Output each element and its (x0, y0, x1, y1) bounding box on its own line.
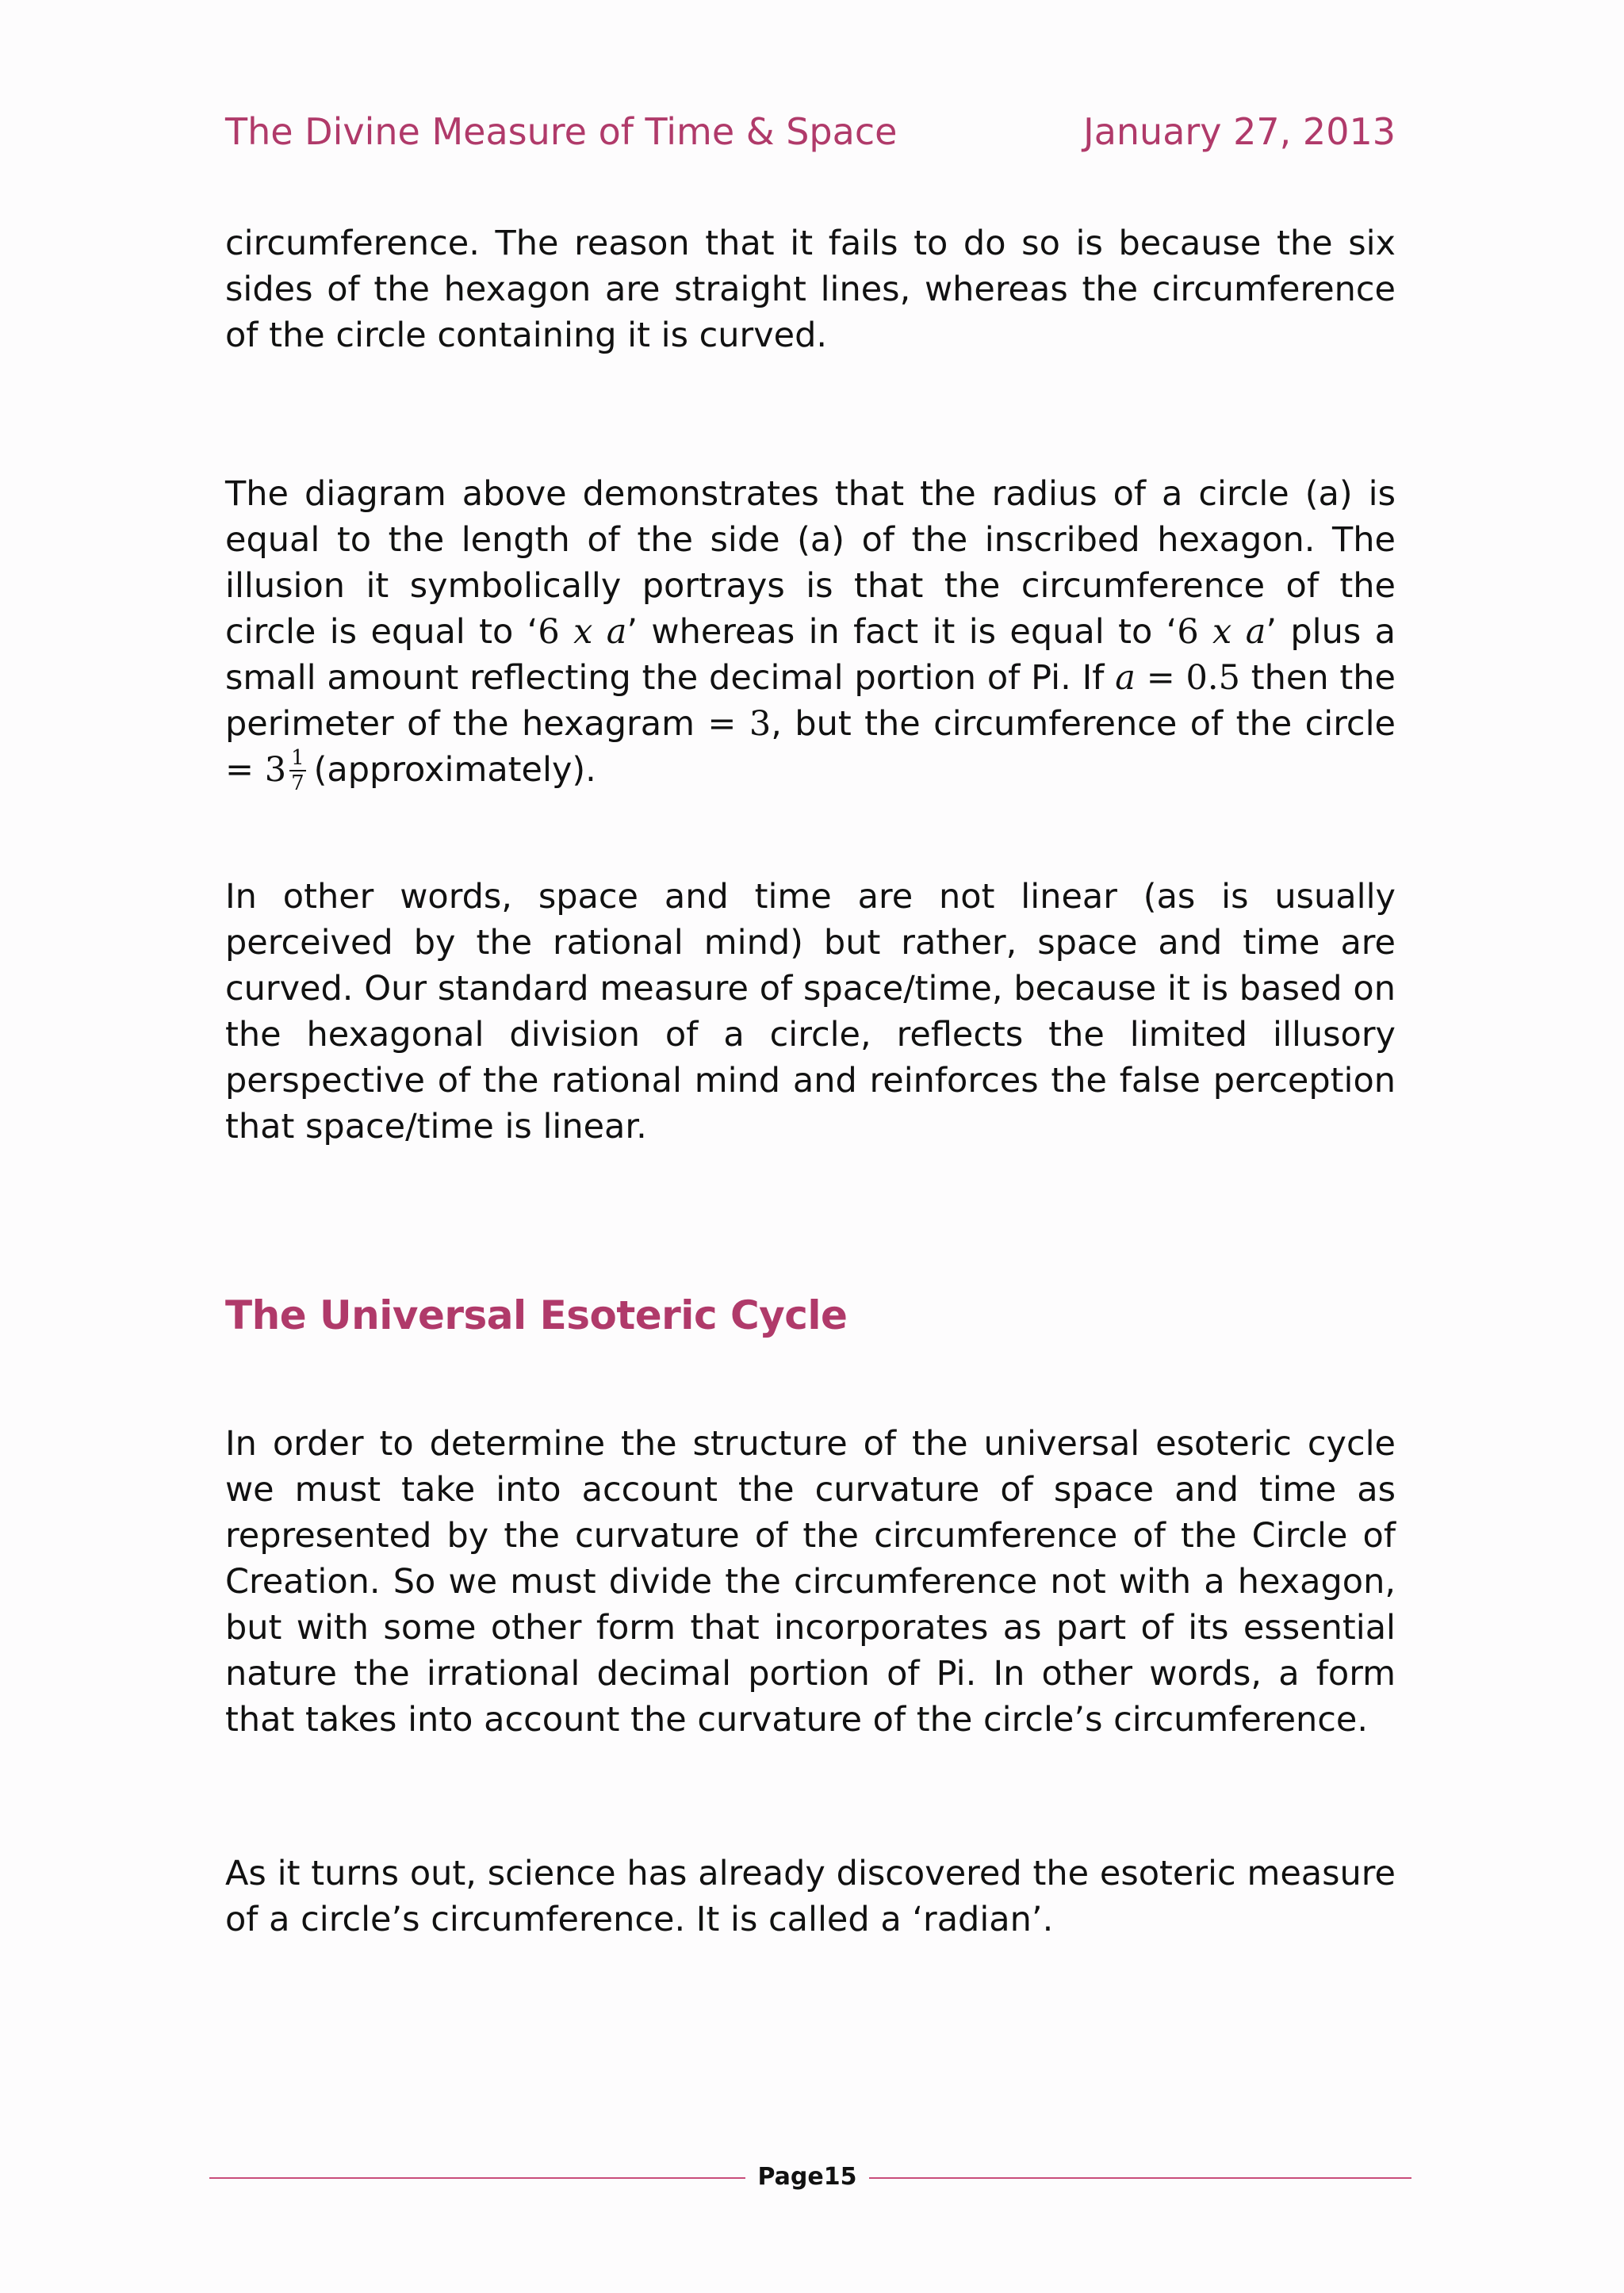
paragraph-hexagon-diagram (225, 471, 1396, 795)
footer-rule-right (869, 2177, 1411, 2179)
text-run: then the perimeter of the hexagram (225, 658, 1396, 744)
math-variable: a (606, 612, 627, 652)
math-number: 6 (538, 612, 560, 652)
math-variable: x (1212, 612, 1232, 652)
text-run: (approximately). (313, 750, 596, 790)
page-number: Page15 (757, 2163, 857, 2191)
math-expression: = 3 (707, 704, 772, 744)
fraction-denominator: 7 (291, 771, 304, 795)
math-expression (1115, 658, 1240, 698)
fraction-numerator: 1 (291, 745, 304, 770)
paragraph-esoteric-cycle: In order to determine the structure of the universal esoteric cycle we must take into account the curvature of space and time as represented by the curvature of the circumference of the Circle of Creation. So we must divide the circumference not with a hexagon, but with some other form that incorporates as part of its essential nature the irrational decimal portion of Pi. In other words, a form that takes into account the curvature of the circle’s circumference. (225, 1424, 1396, 1740)
math-value: = 0.5 (1135, 658, 1240, 698)
text-run: , but the circumference of the circle = (225, 704, 1396, 790)
text-run: ’ whereas in fact it is equal to ‘ (626, 612, 1178, 652)
text-run: The diagram above demonstrates that the radius of a circle (a) is equal to the length of the side (a) of the inscribed hexagon. The illusion it symbolically portrays is that the circumference of the circle is equal to ‘ (225, 474, 1396, 652)
document-title: The Divine Measure of Time & Space (225, 110, 898, 153)
math-variable: x (573, 612, 593, 652)
math-variable: a (1245, 612, 1266, 652)
section-heading: The Universal Esoteric Cycle (225, 1292, 848, 1338)
math-number: 6 (1177, 612, 1199, 652)
document-date: January 27, 2013 (1083, 110, 1396, 153)
page-header (225, 108, 1396, 155)
math-variable: a (1115, 658, 1136, 698)
paragraph-radian: As it turns out, science has already discovered the esoteric measure of a circle’s circumference. It is called a ‘radian’. (225, 1854, 1396, 1939)
text-run: ’ plus a small amount reflecting the decimal portion of Pi. If (225, 612, 1396, 698)
math-expression (538, 612, 626, 652)
math-expression (1177, 612, 1266, 652)
paragraph-space-time: In other words, space and time are not linear (as is usually perceived by the rational mind) but rather, space and time are curved. Our standard measure of space/time, because it is based on the hexagonal division of a circle, reflects the limited illusory perspective of the rational mind and reinforces the false perception that space/time is linear. (225, 877, 1396, 1146)
math-whole-number: 3 (264, 750, 287, 790)
paragraph-circumference: circumference. The reason that it fails to do so is because the six sides of the hexagon are straight lines, whereas the circumference of the circle containing it is curved. (225, 224, 1396, 355)
fraction (289, 745, 306, 795)
footer-rule-left (209, 2177, 745, 2179)
